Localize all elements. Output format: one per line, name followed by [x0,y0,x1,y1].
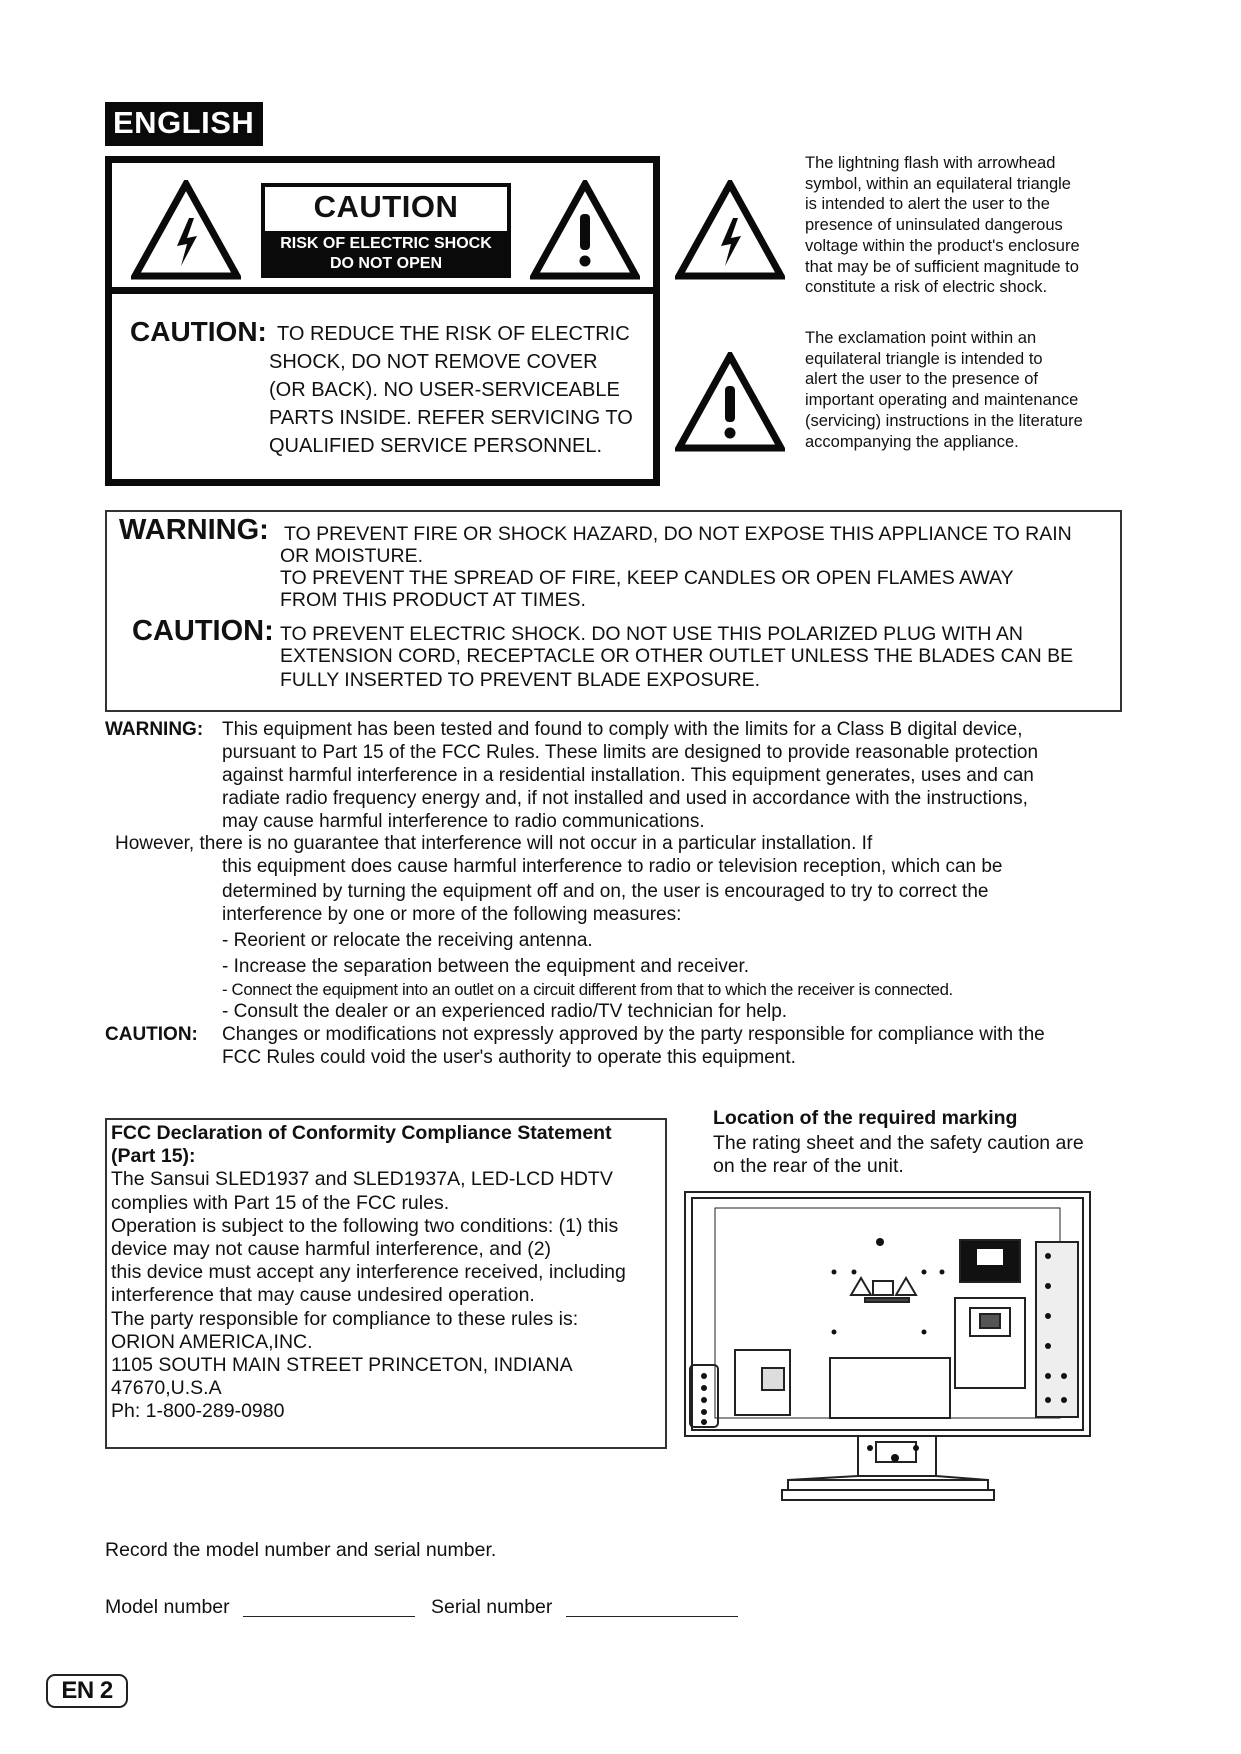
caution-heading-2: CAUTION: [132,615,274,647]
caution-label-warning [265,231,507,274]
lightning-note-line: that may be of sufficient magnitude to [805,257,1079,276]
exclamation-note-line: equilateral triangle is intended to [805,349,1043,368]
fcc-warning-line: against harmful interference in a residential installation. This equipment generates, uses and can [222,765,1034,786]
marking-line: The rating sheet and the safety caution are [713,1132,1084,1154]
exclamation-note-line: (servicing) instructions in the literature [805,411,1083,430]
fcc-warning-line: pursuant to Part 15 of the FCC Rules. These limits are designed to provide reasonable protection [222,742,1039,763]
lightning-note-line: presence of uninsulated dangerous [805,216,1063,235]
declaration-line: this device must accept any interference received, including [111,1260,626,1283]
fcc-however-line: However, there is no guarantee that interference will not occur in a particular installation. If [115,833,873,854]
exclamation-triangle-icon [675,352,785,452]
fcc-caution-line: FCC Rules could void the user's authority to operate this equipment. [222,1047,796,1068]
declaration-line: ORION AMERICA,INC. [111,1331,313,1354]
exclamation-triangle-icon [530,180,640,280]
exclamation-note-line: The exclamation point within an [805,329,1037,347]
fcc-measure-item: - Increase the separation between the equipment and receiver. [222,956,750,977]
warning-line-2: OR MOISTURE. [280,545,424,567]
model-number-label: Model number [105,1596,230,1618]
fcc-more-line: this equipment does cause harmful interference to radio or television reception, which can be [222,856,1003,877]
lightning-note [805,153,1115,298]
fcc-caution-line: Changes or modifications not expressly approved by the party responsible for compliance with the [222,1024,1045,1045]
fcc-declaration [111,1122,661,1422]
declaration-line: The Sansui SLED1937 and SLED1937A, LED-LCD HDTV [111,1167,613,1190]
caution-line-1: TO REDUCE THE RISK OF ELECTRIC [277,323,630,345]
declaration-line: 47670,U.S.A [111,1376,222,1399]
lightning-note-line: symbol, within an equilateral triangle [805,174,1071,193]
declaration-line: The party responsible for compliance to these rules is: [111,1308,579,1331]
caution-heading: CAUTION: [130,316,267,347]
lightning-note-line: voltage within the product's enclosure [805,236,1080,255]
caution-line-5: QUALIFIED SERVICE PERSONNEL. [269,435,603,457]
exclamation-note [805,328,1115,452]
warning-heading: WARNING: [119,514,269,546]
caution-label-line-2: DO NOT OPEN [329,255,442,272]
fcc-measure-item: - Consult the dealer or an experienced radio/TV technician for help. [222,1001,788,1022]
lightning-note-line: constitute a risk of electric shock. [805,278,1048,297]
fcc-caution-label: CAUTION: [105,1024,198,1045]
declaration-line: interference that may cause undesired operation. [111,1283,535,1306]
fcc-warning-line: may cause harmful interference to radio communications. [222,811,705,832]
caution-line-2: SHOCK, DO NOT REMOVE COVER [269,351,598,373]
declaration-line: complies with Part 15 of the FCC rules. [111,1192,450,1215]
caution2-line-3: FULLY INSERTED TO PREVENT BLADE EXPOSURE. [280,669,761,691]
language-badge: ENGLISH [105,102,263,146]
page-number: EN 2 [46,1674,128,1708]
warning-line-4: FROM THIS PRODUCT AT TIMES. [280,589,586,611]
lightning-triangle-icon [131,180,241,280]
fcc-warning-line: radiate radio frequency energy and, if not installed and used in accordance with the instructions, [222,788,1028,809]
marking-title: Location of the required marking [713,1107,1018,1129]
caution-line-3: (OR BACK). NO USER-SERVICEABLE [269,379,620,401]
declaration-line: device may not cause harmful interference, and (2) [111,1237,552,1260]
marking-line: on the rear of the unit. [713,1155,904,1177]
warning-line-3: TO PREVENT THE SPREAD OF FIRE, KEEP CANDLES OR OPEN FLAMES AWAY [280,567,1014,589]
fcc-more-line: interference by one or more of the following measures: [222,904,682,925]
fcc-warning-line: This equipment has been tested and found to comply with the limits for a Class B digital device, [222,719,1023,740]
exclamation-note-line: important operating and maintenance [805,391,1079,410]
record-instruction: Record the model number and serial number. [105,1539,497,1561]
model-number-field[interactable] [243,1616,415,1617]
exclamation-note-line: alert the user to the presence of [805,370,1038,389]
serial-number-label: Serial number [431,1596,553,1618]
caution-label-line-1: RISK OF ELECTRIC SHOCK [280,235,492,252]
lightning-triangle-icon [675,180,785,280]
declaration-line: 1105 SOUTH MAIN STREET PRINCETON, INDIANA [111,1353,573,1376]
declaration-line: Operation is subject to the following two conditions: (1) this [111,1215,619,1238]
caution-label [261,183,511,278]
declaration-title: FCC Declaration of Conformity Compliance Statement [111,1122,612,1144]
caution2-line-2: EXTENSION CORD, RECEPTACLE OR OTHER OUTLET UNLESS THE BLADES CAN BE [280,645,1074,667]
serial-number-field[interactable] [566,1616,738,1617]
tv-rear-illustration [680,1190,1100,1505]
declaration-title-part: (Part 15): [111,1144,196,1167]
exclamation-note-line: accompanying the appliance. [805,432,1019,451]
lightning-note-line: The lightning flash with arrowhead [805,154,1056,172]
caution2-line-1: TO PREVENT ELECTRIC SHOCK. DO NOT USE THIS POLARIZED PLUG WITH AN [280,623,1023,645]
fcc-measure-item: - Connect the equipment into an outlet on a circuit different from that to which the receiver is connected. [222,980,953,999]
warning-line-1: TO PREVENT FIRE OR SHOCK HAZARD, DO NOT EXPOSE THIS APPLIANCE TO RAIN [284,523,1072,545]
fcc-measure-item: - Reorient or relocate the receiving antenna. [222,930,593,951]
declaration-line: Ph: 1-800-289-0980 [111,1399,285,1422]
fcc-more-line: determined by turning the equipment off and on, the user is encouraged to try to correct the [222,881,989,902]
caution-label-title: CAUTION [313,189,459,224]
fcc-warning-label: WARNING: [105,719,204,740]
caution-line-4: PARTS INSIDE. REFER SERVICING TO [269,407,633,429]
lightning-note-line: is intended to alert the user to the [805,195,1050,214]
